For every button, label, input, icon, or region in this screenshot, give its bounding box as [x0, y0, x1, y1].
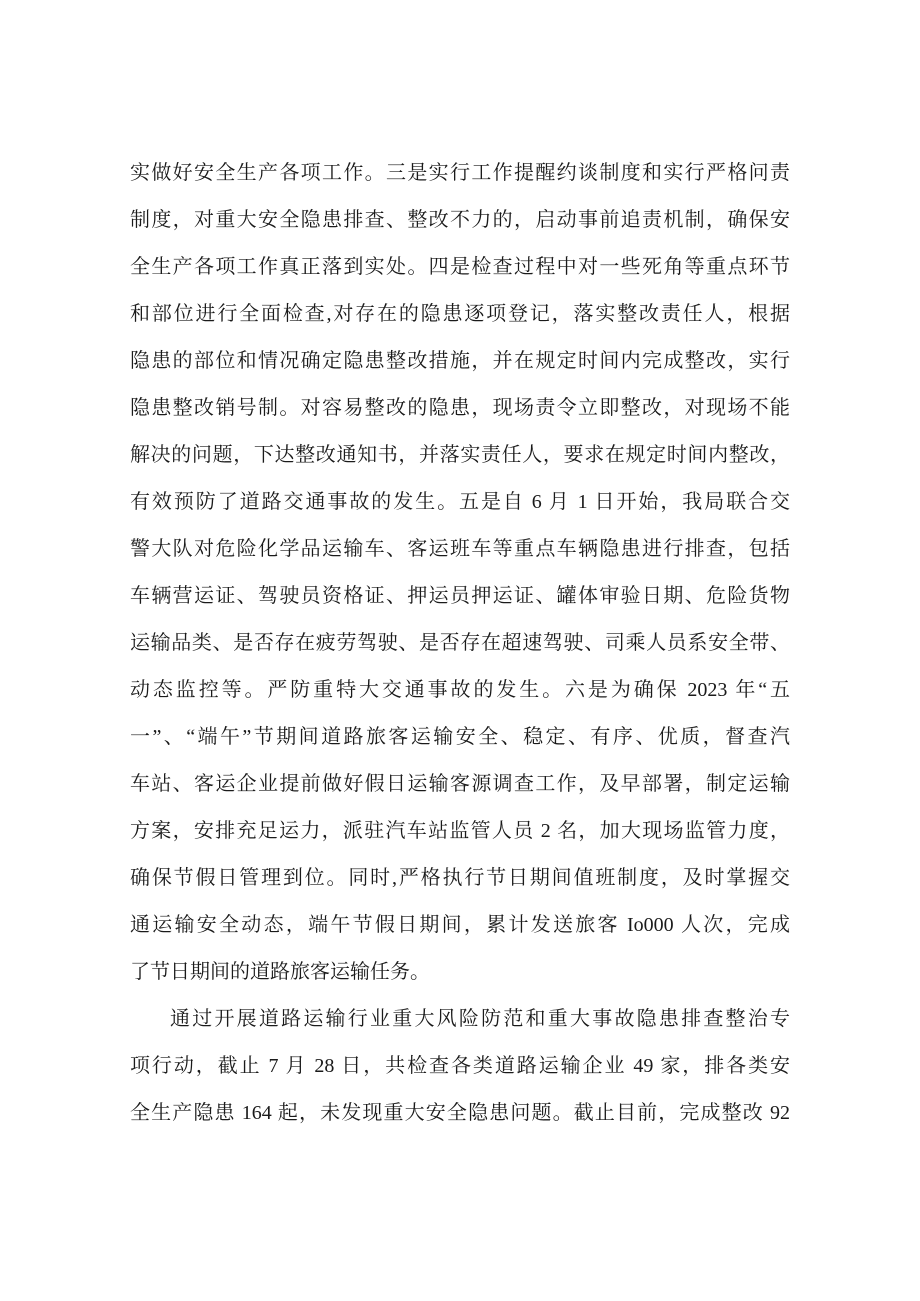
text-line: 一”、“端午”节期间道路旅客运输安全、稳定、有序、优质，督查汽: [130, 726, 790, 748]
text-line: 隐患的部位和情况确定隐患整改措施，并在规定时间内完成整改，实行: [130, 350, 790, 372]
text-line: 隐患整改销号制。对容易整改的隐患，现场责令立即整改，对现场不能: [130, 397, 790, 419]
text-line: 警大队对危险化学品运输车、客运班车等重点车辆隐患进行排查，包括: [130, 538, 790, 560]
text-line: 制度，对重大安全隐患排查、整改不力的，启动事前追责机制，确保安: [130, 209, 790, 231]
text-line: 运输品类、是否存在疲劳驾驶、是否存在超速驾驶、司乘人员系安全带、: [130, 632, 790, 654]
text-line: 动态监控等。严防重特大交通事故的发生。六是为确保 2023 年“五: [130, 679, 790, 701]
text-line: 通运输安全动态，端午节假日期间，累计发送旅客 Io000 人次，完成: [130, 914, 790, 936]
text-line: 确保节假日管理到位。同时,严格执行节日期间值班制度，及时掌握交: [130, 867, 790, 889]
text-line: 全生产各项工作真正落到实处。四是检查过程中对一些死角等重点环节: [130, 256, 790, 278]
text-line: 解决的问题，下达整改通知书，并落实责任人，要求在规定时间内整改，: [130, 444, 790, 466]
document-text-block: [130, 150, 790, 1137]
text-line: 有效预防了道路交通事故的发生。五是自 6 月 1 日开始，我局联合交: [130, 491, 790, 513]
text-line: 实做好安全生产各项工作。三是实行工作提醒约谈制度和实行严格问责: [130, 162, 790, 184]
text-line: 全生产隐患 164 起，未发现重大安全隐患问题。截止目前，完成整改 92: [130, 1102, 790, 1124]
text-line-paragraph-end: 了节日期间的道路旅客运输任务。: [130, 961, 430, 983]
text-line-paragraph-start: 通过开展道路运输行业重大风险防范和重大事故隐患排查整治专: [170, 1008, 790, 1030]
text-line: 项行动，截止 7 月 28 日，共检查各类道路运输企业 49 家，排各类安: [130, 1055, 790, 1077]
text-line: 方案，安排充足运力，派驻汽车站监管人员 2 名，加大现场监管力度，: [130, 820, 790, 842]
text-line: 车辆营运证、驾驶员资格证、押运员押运证、罐体审验日期、危险货物: [130, 585, 790, 607]
text-line: 车站、客运企业提前做好假日运输客源调查工作，及早部署，制定运输: [130, 773, 790, 795]
text-line: 和部位进行全面检查,对存在的隐患逐项登记，落实整改责任人，根据: [130, 303, 790, 325]
